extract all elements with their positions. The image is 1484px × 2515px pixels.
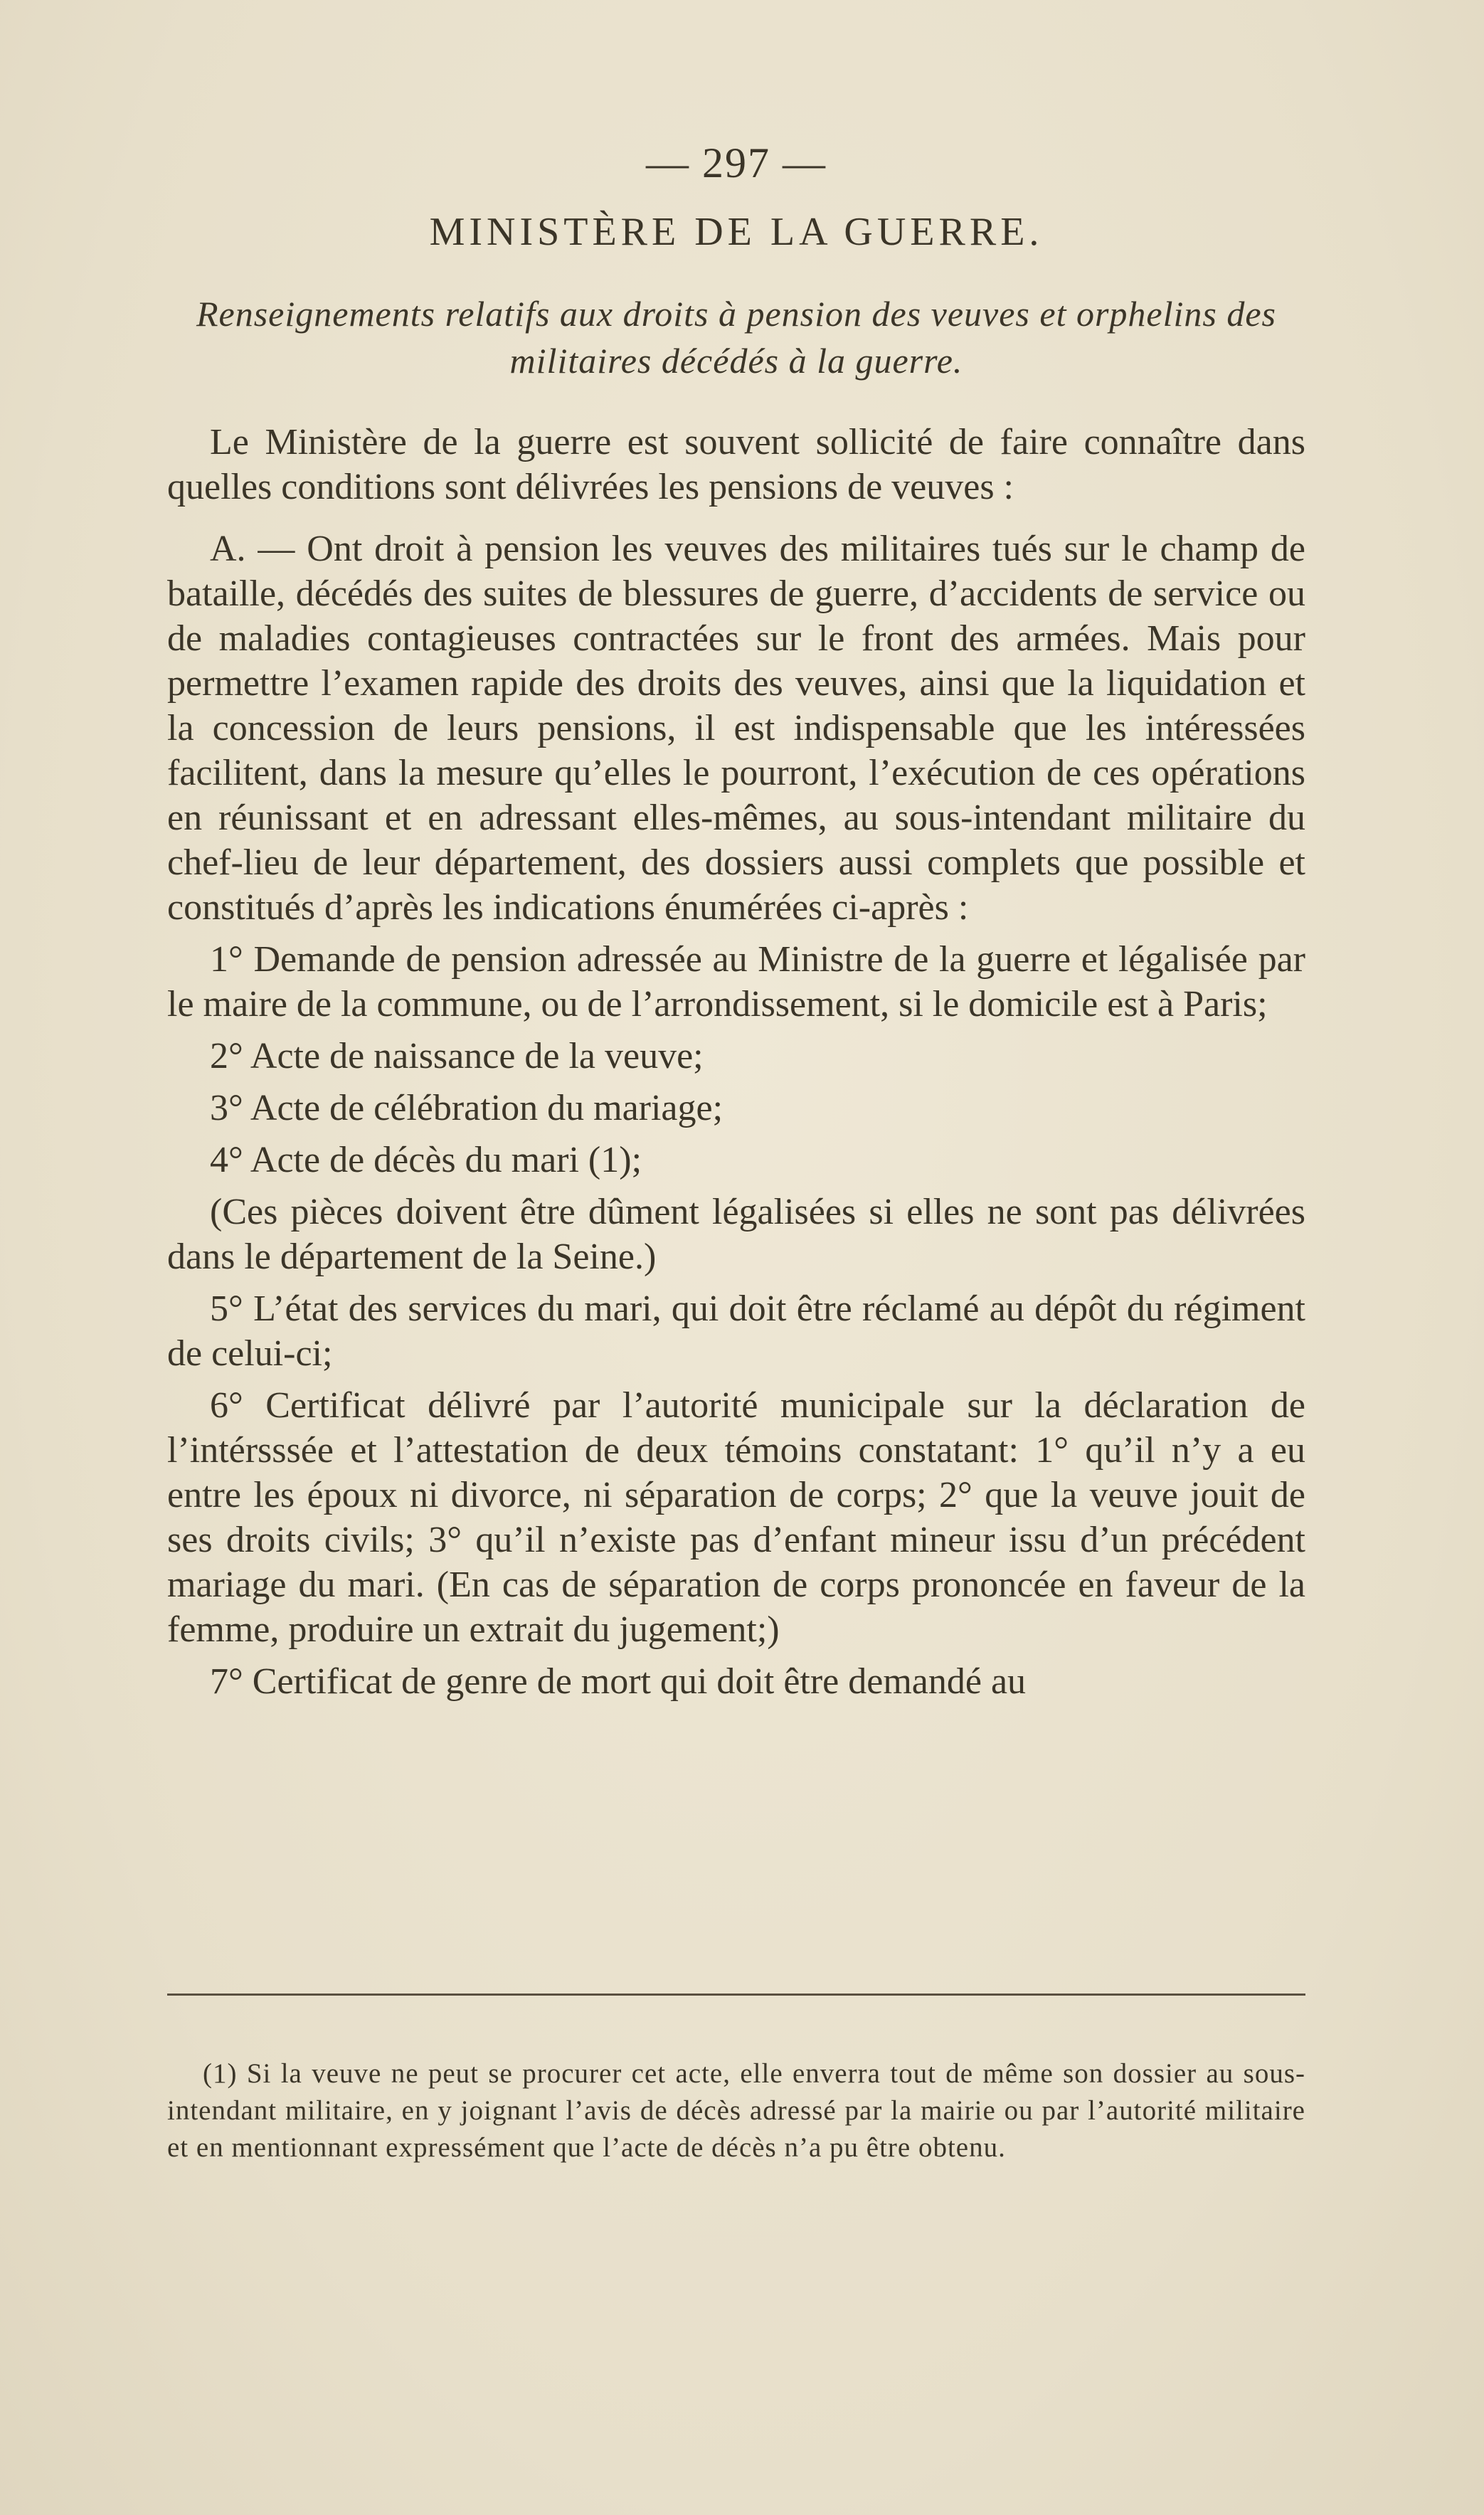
list-item-6: 6° Certificat délivré par l’autorité municipale sur la déclaration de l’intérsssée et l’attestation de deux témoins constatant: 1° qu’il n’y a eu entre les époux ni divorce, ni séparation de corps; 2° que la veuve jouit de ses droits civils; 3° qu’il n’existe pas d’enfant mineur issu d’un précédent mariage du mari. (En cas de séparation de corps prononcée en faveur de la femme, produire un extrait du jugement;)	[167, 1385, 1305, 1650]
intro-paragraph: Le Ministère de la guerre est souvent sollicité de faire connaître dans quelles conditions sont délivrées les pensions de veuves :	[167, 422, 1305, 507]
list-item-1: 1° Demande de pension adressée au Ministre de la guerre et légalisée par le maire de la commune, ou de l’arrondissement, si le domicile est à Paris;	[167, 939, 1305, 1024]
list-item-2: 2° Acte de naissance de la veuve;	[210, 1036, 704, 1076]
list-note: (Ces pièces doivent être dûment légalisées si elles ne sont pas délivrées dans le département de la Seine.)	[167, 1192, 1305, 1277]
list-item-3: 3° Acte de célébration du mariage;	[210, 1088, 724, 1128]
page-body	[167, 139, 1305, 1711]
footnote: (1) Si la veuve ne peut se procurer cet acte, elle enverra tout de même son dossier au sous-intendant militaire, en y joignant l’avis de décès adressé par la mairie ou par l’autorité militaire et en mentionnant expressément que l’acte de décès n’a pu être obtenu.	[167, 2058, 1305, 2163]
section-a-paragraph: A. — Ont droit à pension les veuves des militaires tués sur le champ de bataille, décédés des suites de blessures de guerre, d’accidents de service ou de maladies contagieuses contractées sur le front des armées. Mais pour permettre l’examen rapide des droits des veuves, ainsi que la liquidation et la concession de leurs pensions, il est indispensable que les intéressées facilitent, dans la mesure qu’elles le pourront, l’exécution de ces opérations en réunissant et en adressant elles-mêmes, au sous-intendant militaire du chef-lieu de leur département, des dossiers aussi complets que possible et constitués d’après les indications énumérées ci-après :	[167, 529, 1305, 928]
footnote-divider	[167, 1994, 1305, 1996]
document-subtitle: Renseignements relatifs aux droits à pension des veuves et orphelins des militaires décédés à la guerre.	[196, 294, 1277, 381]
list-item-7: 7° Certificat de genre de mort qui doit être demandé au	[210, 1661, 1027, 1702]
list-item-5: 5° L’état des services du mari, qui doit être réclamé au dépôt du régiment de celui-ci;	[167, 1288, 1305, 1374]
page-number: — 297 —	[646, 139, 827, 186]
list-item-4: 4° Acte de décès du mari (1);	[210, 1140, 642, 1180]
ministry-title: MINISTÈRE DE LA GUERRE.	[429, 210, 1044, 254]
